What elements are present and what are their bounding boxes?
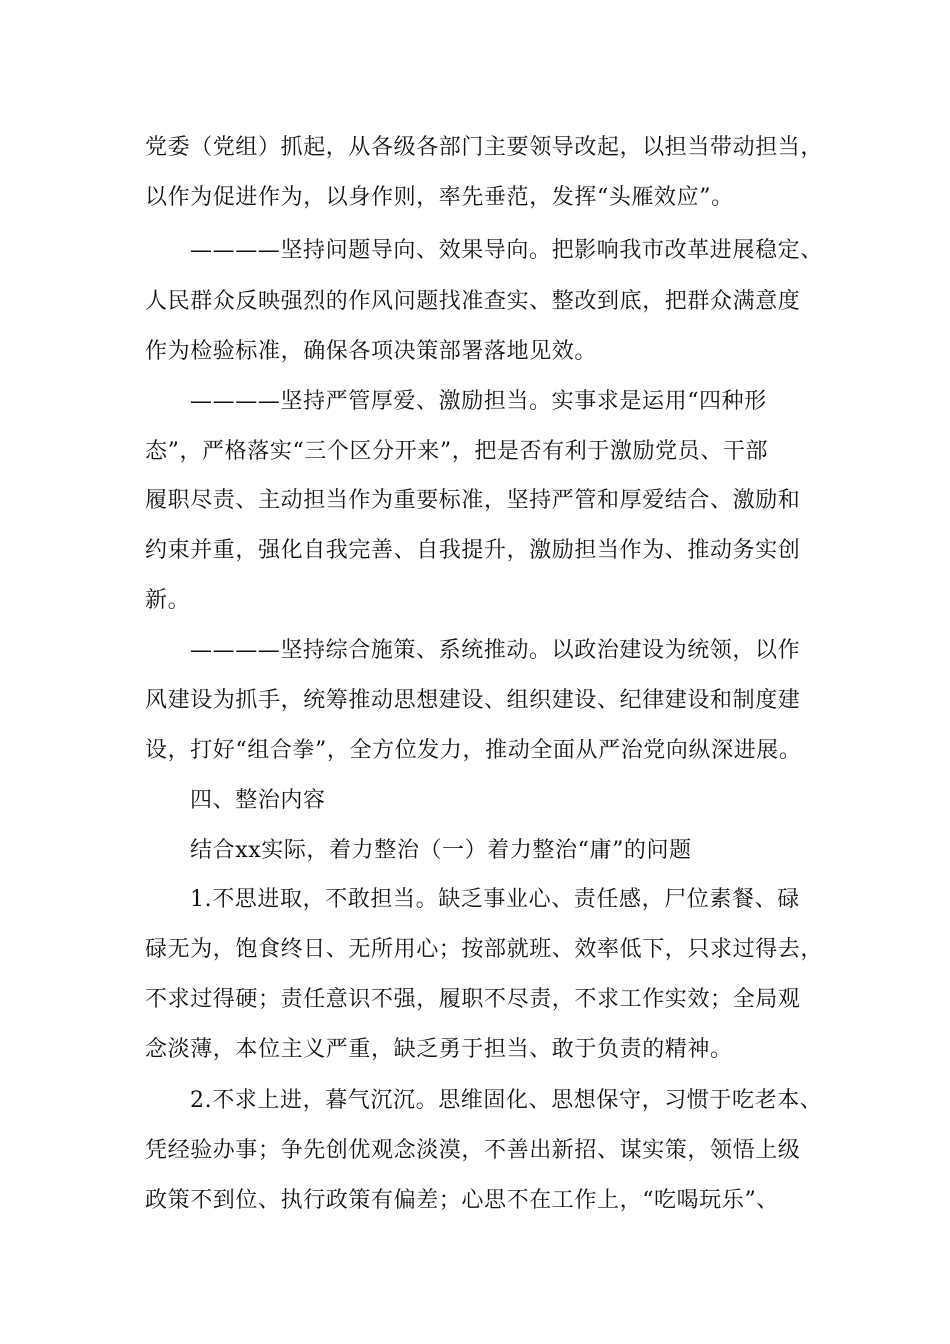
text-line: 碌无为，饱食终日、无所用心；按部就班、效率低下，只求过得去， <box>145 937 824 962</box>
text-line: ————坚持严管厚爱、激励担当。实事求是运用“四种形 <box>190 389 767 414</box>
text-line: 1.不思进取，不敢担当。缺乏事业心、责任感，尸位素餐、碌 <box>190 887 800 912</box>
text-line: 作为检验标准，确保各项决策部署落地见效。 <box>145 339 598 364</box>
text-line: ————坚持问题导向、效果导向。把影响我市改革进展稳定、 <box>190 238 823 263</box>
text-line: 凭经验办事；争先创优观念淡漠，不善出新招、谋实策，领悟上级 <box>145 1138 801 1163</box>
text-line: 设，打好“组合拳”，全方位发力，推动全面从严治党向纵深进展。 <box>145 738 802 763</box>
text-line: 党委（党组）抓起，从各级各部门主要领导改起，以担当带动担当， <box>145 135 824 160</box>
text-line: ————坚持综合施策、系统推动。以政治建设为统领，以作 <box>190 638 801 663</box>
text-line: 政策不到位、执行政策有偏差；心思不在工作上，“吃喝玩乐”、 <box>145 1188 779 1213</box>
text-line: 念淡薄，本位主义严重，缺乏勇于担当、敢于负责的精神。 <box>145 1037 733 1062</box>
text-line: 以作为促进作为，以身作则，率先垂范，发挥“头雁效应”。 <box>145 185 734 210</box>
text-line: 结合xx实际，着力整治（一）着力整治“庸”的问题 <box>190 838 692 863</box>
text-line: 约束并重，强化自我完善、自我提升，激励担当作为、推动务实创 <box>145 538 801 563</box>
text-line: 风建设为抓手，统筹推动思想建设、组织建设、纪律建设和制度建 <box>145 688 801 713</box>
text-line: 态”，严格落实“三个区分开来”，把是否有利于激励党员、干部 <box>145 439 769 464</box>
text-line: 新。 <box>145 588 191 613</box>
text-line: 2.不求上进，暮气沉沉。思维固化、思想保守，习惯于吃老本、 <box>190 1088 823 1113</box>
text-line: 履职尽责、主动担当作为重要标准，坚持严管和厚爱结合、激励和 <box>145 488 801 513</box>
section-heading: 四、整治内容 <box>190 788 326 813</box>
text-line: 人民群众反映强烈的作风问题找准查实、整改到底，把群众满意度 <box>145 289 801 314</box>
text-line: 不求过得硬；责任意识不强，履职不尽责，不求工作实效；全局观 <box>145 987 801 1012</box>
